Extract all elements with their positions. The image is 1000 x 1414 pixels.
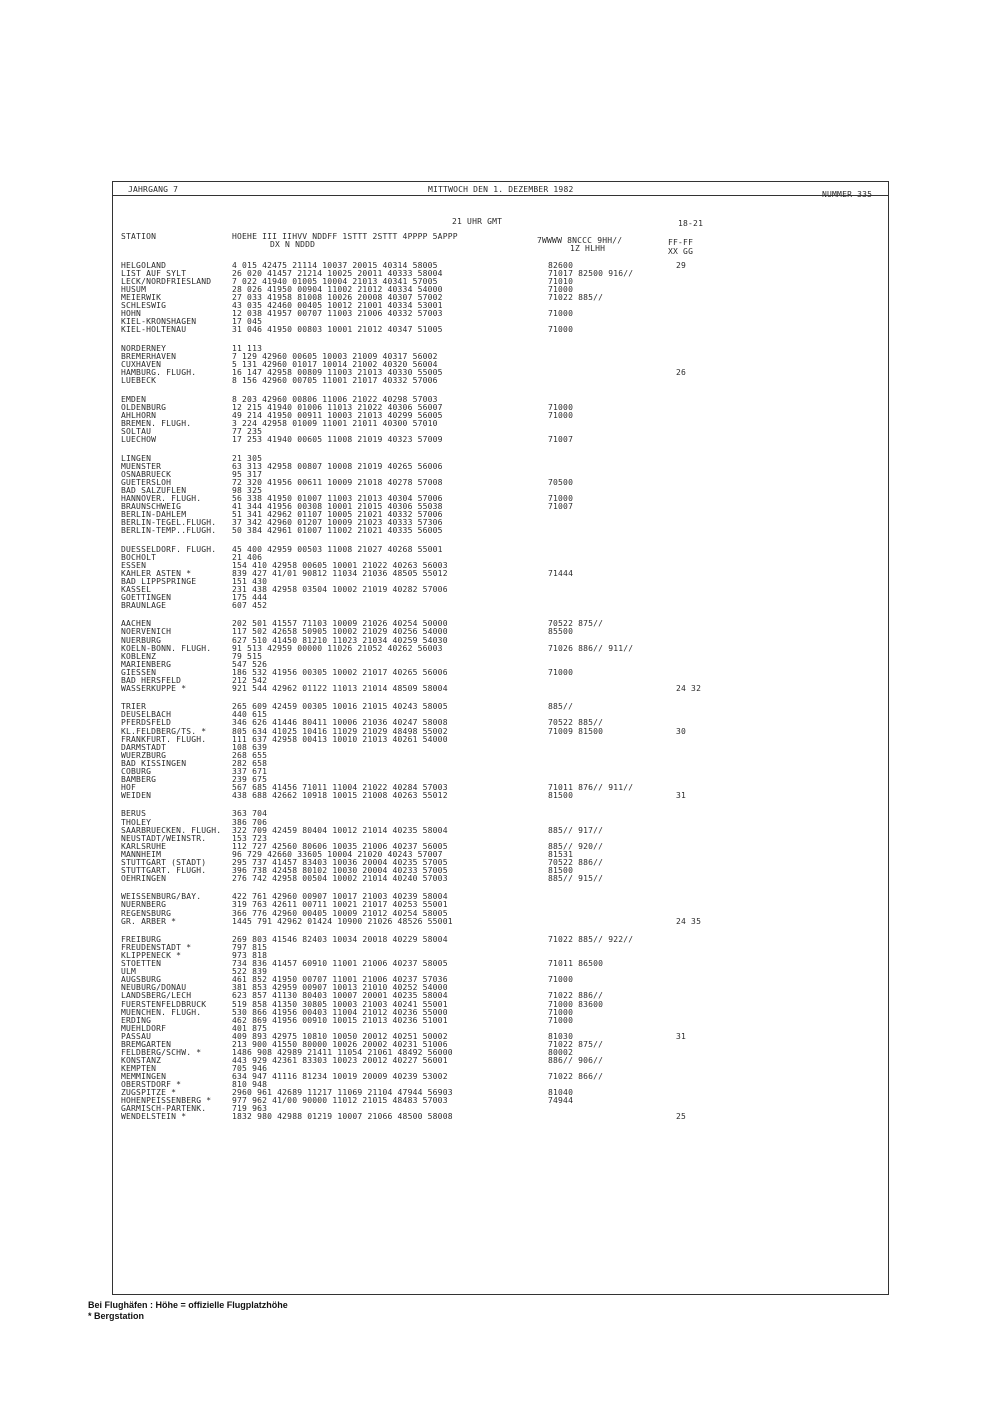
station-name: HOF	[121, 782, 137, 792]
station-name: OSNABRUECK	[121, 469, 172, 479]
station-data: 461 852 41950 00707 11001 21006 40237 57036	[232, 975, 448, 985]
station-data: 96 729 42660 33605 10004 21020 40243 57007	[232, 849, 443, 859]
station-data: 11 113	[232, 344, 263, 353]
station-data: 12 215 41940 01006 11013 21022 40306 56007	[232, 402, 443, 412]
station-data: 705 946	[232, 1063, 268, 1073]
station-data: 401 875	[232, 1023, 268, 1033]
station-name: BRAUNSCHWEIG	[121, 501, 182, 511]
station-groups: 71022 885//	[548, 293, 604, 303]
station-name: WASSERKUPPE *	[121, 683, 187, 693]
station-name: REGENSBURG	[121, 908, 172, 918]
station-name: FREUDENSTADT *	[121, 943, 192, 953]
column-header-groups-sub: 1Z HLHH	[570, 244, 606, 253]
station-name: CUXHAVEN	[121, 360, 162, 370]
station-data: 2960 961 42689 11217 11069 21104 47944 56903	[232, 1088, 453, 1097]
station-name: KLIPPENECK *	[121, 951, 182, 961]
station-groups: 71000	[548, 493, 574, 503]
station-data: 921 544 42962 01122 11013 21014 48509 58004	[232, 683, 448, 693]
station-data: 627 510 41450 81210 11023 21034 40259 54030	[232, 635, 448, 645]
station-groups: 71444	[548, 568, 574, 578]
station-groups: 71000 83600	[548, 999, 604, 1009]
station-groups: 71000	[548, 309, 574, 319]
station-groups: 71017 82500 916//	[548, 269, 634, 279]
station-data: 366 776 42960 00405 10009 21012 40254 58005	[232, 908, 448, 918]
station-name: DARMSTADT	[121, 742, 167, 752]
station-groups: 85500	[548, 627, 574, 637]
station-name: BERUS	[121, 809, 147, 819]
station-data: 319 763 42611 00711 10021 21017 40253 55001	[232, 900, 448, 910]
station-data: 51 341 42962 01107 10005 21021 40332 57006	[232, 509, 443, 519]
station-groups: 81531	[548, 849, 574, 859]
station-name: KOBLENZ	[121, 651, 157, 661]
station-name: KIEL-HOLTENAU	[121, 325, 187, 335]
station-groups: 71022 885// 922//	[548, 935, 634, 945]
station-name: SCHLESWIG	[121, 301, 167, 311]
station-name: GOETTINGEN	[121, 592, 172, 602]
station-groups: 885// 920//	[548, 841, 604, 851]
station-data: 276 742 42958 00504 10002 21014 40240 57003	[232, 873, 448, 883]
station-data: 151 430	[232, 576, 268, 586]
station-data: 977 962 41/00 90000 11012 21015 48483 57003	[232, 1096, 448, 1106]
station-name: NEUBURG/DONAU	[121, 983, 187, 993]
time-range: 18-21	[678, 219, 704, 228]
station-data: 77 235	[232, 426, 263, 436]
station-data: 265 609 42459 00305 10016 21015 40243 58005	[232, 702, 448, 712]
station-name: DEUSELBACH	[121, 710, 172, 720]
station-groups: 71007	[548, 435, 574, 444]
station-groups: 71010	[548, 277, 574, 287]
station-name: BERLIN-TEMP..FLUGH.	[121, 526, 217, 535]
station-name: ERDING	[121, 1015, 152, 1025]
station-groups: 71011 876// 911//	[548, 782, 634, 792]
station-name: LINGEN	[121, 453, 152, 463]
station-name: PFERDSFELD	[121, 718, 172, 728]
station-extra: 26	[676, 368, 687, 378]
station-data: 43 035 42460 00405 10012 21001 40334 53001	[232, 301, 443, 311]
date-label: MITTWOCH DEN 1. DEZEMBER 1982	[428, 185, 574, 194]
station-groups: 70522 885//	[548, 718, 604, 728]
station-data: 153 723	[232, 833, 268, 843]
station-groups: 71022 875//	[548, 1039, 604, 1049]
station-name: FELDBERG/SCHW. *	[121, 1047, 202, 1057]
station-data: 810 948	[232, 1080, 268, 1089]
time-label: 21 UHR GMT	[452, 217, 503, 226]
station-data: 8 203 42960 00806 11006 21022 40298 57003	[232, 394, 438, 404]
station-groups: 71000	[548, 285, 574, 295]
station-data: 37 342 42960 01207 10009 21023 40333 57306	[232, 517, 443, 527]
station-data: 386 706	[232, 817, 268, 827]
station-data: 202 501 41557 71103 10009 21026 40254 50000	[232, 619, 448, 629]
station-groups: 71000	[548, 975, 574, 985]
column-header-data: HOEHE III IIHVV NDDFF 1STTT 2STTT 4PPPP 5APPP	[232, 232, 458, 241]
station-name: LIST AUF SYLT	[121, 269, 187, 279]
station-name: BRAUNLAGE	[121, 600, 167, 610]
station-name: WUERZBURG	[121, 750, 167, 760]
station-groups: 70522 886//	[548, 857, 604, 867]
station-name: MEMMINGEN	[121, 1071, 167, 1081]
station-name: COBURG	[121, 766, 152, 776]
station-data: 797 815	[232, 943, 268, 953]
station-name: KL.FELDBERG/TS. *	[121, 726, 207, 736]
station-groups: 71022 886//	[548, 991, 604, 1001]
station-name: AACHEN	[121, 619, 152, 629]
station-groups: 74944	[548, 1096, 574, 1106]
station-name: BAD LIPPSPRINGE	[121, 576, 197, 586]
station-extra: 24 32	[676, 683, 702, 693]
station-data: 17 045	[232, 317, 263, 327]
station-groups: 71000	[548, 1015, 574, 1025]
station-name: KONSTANZ	[121, 1055, 162, 1065]
station-data: 45 400 42959 00503 11008 21027 40268 55001	[232, 544, 443, 554]
station-data: 49 214 41950 00911 10003 21013 40299 56005	[232, 410, 443, 420]
station-name: HOHENPEISSENBERG *	[121, 1096, 212, 1106]
station-groups: 71000	[548, 410, 574, 420]
station-groups: 81030	[548, 1031, 574, 1041]
station-data: 634 947 41116 81234 10019 20009 40239 53002	[232, 1071, 448, 1081]
station-name: OLDENBURG	[121, 402, 167, 412]
station-data: 212 542	[232, 675, 268, 685]
station-name: WENDELSTEIN *	[121, 1112, 187, 1122]
station-name: MANNHEIM	[121, 849, 162, 859]
station-name: MUENSTER	[121, 461, 162, 471]
station-data: 239 675	[232, 774, 268, 784]
station-name: ULM	[121, 967, 137, 977]
station-name: THOLEY	[121, 817, 152, 827]
station-data: 213 900 41550 80000 10026 20002 40231 51006	[232, 1039, 448, 1049]
column-header-station: STATION	[121, 232, 157, 241]
station-groups: 81500	[548, 790, 574, 800]
station-name: MUEHLDORF	[121, 1023, 167, 1033]
station-data: 409 893 42975 10810 10050 20012 40251 50002	[232, 1031, 448, 1041]
station-name: OEHRINGEN	[121, 873, 167, 883]
station-data: 4 015 42475 21114 10037 20015 40314 58005	[232, 261, 438, 270]
station-name: HOHN	[121, 309, 142, 319]
station-name: LUECHOW	[121, 435, 157, 444]
station-name: BAMBERG	[121, 774, 157, 784]
station-data: 26 020 41457 21214 10025 20011 40333 58004	[232, 269, 443, 279]
station-data: 623 857 41130 80403 10007 20001 40235 58004	[232, 991, 448, 1001]
station-data: 443 929 42361 83303 10023 20012 40227 56001	[232, 1055, 448, 1065]
station-name: WEISSENBURG/BAY.	[121, 892, 202, 902]
station-data: 21 406	[232, 552, 263, 562]
station-data: 91 513 42959 00000 11026 21052 40262 56003	[232, 643, 443, 653]
station-name: AUGSBURG	[121, 975, 162, 985]
station-groups: 81500	[548, 865, 574, 875]
station-data: 295 737 41457 83403 10036 20004 40235 57005	[232, 857, 448, 867]
station-groups: 71022 866//	[548, 1071, 604, 1081]
station-data: 1445 791 42962 01424 10900 21026 48526 55001	[232, 916, 453, 926]
station-groups: 885// 917//	[548, 825, 604, 835]
station-data: 438 688 42662 10918 10015 21008 40263 55012	[232, 790, 448, 800]
station-groups: 71011 86500	[548, 959, 604, 969]
station-name: LUEBECK	[121, 376, 157, 386]
station-name: DUESSELDORF. FLUGH.	[121, 544, 217, 554]
station-data: 269 803 41546 82403 10034 20018 40229 58004	[232, 935, 448, 945]
station-data: 41 344 41956 00308 10001 21015 40306 55038	[232, 501, 443, 511]
station-groups: 82600	[548, 261, 574, 270]
station-groups: 71000	[548, 402, 574, 412]
station-name: GARMISCH-PARTENK.	[121, 1104, 207, 1114]
station-data: 175 444	[232, 592, 268, 602]
station-name: MARIENBERG	[121, 659, 172, 669]
station-data: 337 671	[232, 766, 268, 776]
station-name: BREMGARTEN	[121, 1039, 172, 1049]
station-data: 72 320 41956 00611 10009 21018 40278 57008	[232, 477, 443, 487]
station-name: BREMERHAVEN	[121, 352, 177, 361]
station-data: 567 685 41456 71011 11004 21022 40284 57003	[232, 782, 448, 792]
station-data: 186 532 41956 00305 10002 21017 40265 56006	[232, 667, 448, 677]
year-label: JAHRGANG 7	[128, 185, 179, 194]
station-data: 7 022 41940 01005 10004 21013 40341 57005	[232, 277, 438, 287]
station-data: 98 325	[232, 485, 263, 495]
station-extra: 31	[676, 1031, 687, 1041]
header-divider	[112, 195, 889, 196]
station-data: 462 869 41956 00910 10015 21013 40236 51001	[232, 1015, 448, 1025]
station-data: 973 818	[232, 951, 268, 961]
station-data: 21 305	[232, 453, 263, 463]
station-data: 805 634 41025 10416 11029 21029 48498 55002	[232, 726, 448, 736]
station-name: FREIBURG	[121, 935, 162, 945]
station-name: NORDERNEY	[121, 344, 167, 353]
station-name: KIEL-KRONSHAGEN	[121, 317, 197, 327]
station-data: 422 761 42960 00907 10017 21003 40239 58004	[232, 892, 448, 902]
station-name: EMDEN	[121, 394, 147, 404]
station-name: STUTTGART (STADT)	[121, 857, 207, 867]
station-name: OBERSTDORF *	[121, 1080, 182, 1089]
station-data: 108 639	[232, 742, 268, 752]
station-name: BAD KISSINGEN	[121, 758, 187, 768]
station-groups: 70522 875//	[548, 619, 604, 629]
station-name: HELGOLAND	[121, 261, 167, 270]
station-data: 12 038 41957 00707 11003 21006 40332 57003	[232, 309, 443, 319]
station-data: 1486 908 42989 21411 11054 21061 48492 56000	[232, 1047, 453, 1057]
station-groups: 885// 915//	[548, 873, 604, 883]
station-name: LECK/NORDFRIESLAND	[121, 277, 212, 287]
station-groups: 80002	[548, 1047, 574, 1057]
column-header-data-sub: DX N NDDD	[270, 240, 316, 249]
station-groups: 71000	[548, 667, 574, 677]
station-name: BAD SALZUFLEN	[121, 485, 187, 495]
station-name: HAMBURG. FLUGH.	[121, 368, 197, 378]
station-name: NEUSTADT/WEINSTR.	[121, 833, 207, 843]
station-groups: 81040	[548, 1088, 574, 1097]
station-data: 1832 980 42988 01219 10007 21066 48500 58008	[232, 1112, 453, 1122]
station-data: 346 626 41446 80411 10006 21036 40247 58008	[232, 718, 448, 728]
station-name: NUERNBERG	[121, 900, 167, 910]
station-groups: 71009 81500	[548, 726, 604, 736]
station-name: TRIER	[121, 702, 147, 712]
station-data: 79 515	[232, 651, 263, 661]
station-name: GIESSEN	[121, 667, 157, 677]
station-extra: 25	[676, 1112, 687, 1122]
column-header-xx: XX GG	[668, 247, 694, 256]
station-data: 28 026 41950 00904 11002 21012 40334 54000	[232, 285, 443, 295]
station-data: 268 655	[232, 750, 268, 760]
issue-number: NUMMER 335	[822, 190, 873, 199]
station-name: KEMPTEN	[121, 1063, 157, 1073]
column-header-ff: FF-FF	[668, 238, 694, 247]
station-groups: 885//	[548, 702, 574, 712]
station-data: 5 131 42960 01017 10014 21002 40320 56004	[232, 360, 438, 370]
station-data: 381 853 42959 00907 10013 21010 40252 54000	[232, 983, 448, 993]
station-name: BERLIN-TEGEL.FLUGH.	[121, 517, 217, 527]
station-name: PASSAU	[121, 1031, 152, 1041]
station-data: 3 224 42958 01009 11001 21011 40300 57010	[232, 418, 438, 428]
station-data: 111 637 42958 00413 10010 21013 40261 54000	[232, 734, 448, 744]
station-name: STUTTGART. FLUGH.	[121, 865, 207, 875]
station-name: BAD HERSFELD	[121, 675, 182, 685]
column-header-groups: 7WWWW 8NCCC 9HH//	[537, 236, 623, 245]
station-data: 16 147 42958 00809 11003 21013 40330 55005	[232, 368, 443, 378]
station-name: GUETERSLOH	[121, 477, 172, 487]
station-data: 154 410 42958 00605 10001 21022 40263 56003	[232, 560, 448, 570]
station-extra: 31	[676, 790, 687, 800]
station-name: STOETTEN	[121, 959, 162, 969]
station-name: MEIERWIK	[121, 293, 162, 303]
station-data: 117 502 42658 50905 10002 21029 40256 54000	[232, 627, 448, 637]
station-data: 282 658	[232, 758, 268, 768]
station-name: FUERSTENFELDBRUCK	[121, 999, 207, 1009]
station-data: 607 452	[232, 600, 268, 610]
station-data: 27 033 41958 81008 10026 20008 40307 57002	[232, 293, 443, 303]
station-name: SOLTAU	[121, 426, 152, 436]
station-groups: 71000	[548, 325, 574, 335]
station-data: 440 615	[232, 710, 268, 720]
station-data: 8 156 42960 00705 11001 21017 40332 57006	[232, 376, 438, 386]
station-groups: 70500	[548, 477, 574, 487]
station-data: 719 963	[232, 1104, 268, 1114]
station-extra: 29	[676, 261, 687, 270]
table-frame	[112, 181, 889, 1295]
station-groups: 886// 906//	[548, 1055, 604, 1065]
station-name: LANDSBERG/LECH	[121, 991, 192, 1001]
station-data: 231 438 42958 03504 10002 21019 40282 57006	[232, 584, 448, 594]
station-name: HUSUM	[121, 285, 147, 295]
station-name: ESSEN	[121, 560, 147, 570]
station-name: AHLHORN	[121, 410, 157, 420]
station-groups: 71007	[548, 501, 574, 511]
station-data: 519 858 41350 30805 10003 21003 40241 55001	[232, 999, 448, 1009]
station-name: WEIDEN	[121, 790, 152, 800]
station-name: KARLSRUHE	[121, 841, 167, 851]
footnote-airports: Bei Flughäfen : Höhe = offizielle Flugplatzhöhe	[88, 1300, 288, 1310]
station-name: FRANKFURT. FLUGH.	[121, 734, 207, 744]
station-name: BERLIN-DAHLEM	[121, 509, 187, 519]
station-name: ZUGSPITZE *	[121, 1088, 177, 1097]
station-name: KASSEL	[121, 584, 152, 594]
station-groups: 71000	[548, 1007, 574, 1017]
station-data: 734 836 41457 60910 11001 21006 40237 58005	[232, 959, 448, 969]
station-name: NUERBURG	[121, 635, 162, 645]
station-data: 63 313 42958 00807 10008 21019 40265 56006	[232, 461, 443, 471]
station-name: BREMEN. FLUGH.	[121, 418, 192, 428]
station-data: 547 526	[232, 659, 268, 669]
footnote-mountain: * Bergstation	[88, 1311, 145, 1321]
station-data: 95 317	[232, 469, 263, 479]
station-data: 112 727 42560 80606 10035 21006 40237 56005	[232, 841, 448, 851]
station-data: 56 338 41950 01007 11003 21013 40304 57006	[232, 493, 443, 503]
station-data: 363 704	[232, 809, 268, 819]
station-name: KAHLER ASTEN *	[121, 568, 192, 578]
station-extra: 24 35	[676, 916, 702, 926]
station-name: KOELN-BONN. FLUGH.	[121, 643, 212, 653]
station-name: SAARBRUECKEN. FLUGH.	[121, 825, 222, 835]
station-name: MUENCHEN. FLUGH.	[121, 1007, 202, 1017]
station-name: BOCHOLT	[121, 552, 157, 562]
station-name: HANNOVER. FLUGH.	[121, 493, 202, 503]
station-data: 530 866 41956 00403 11004 21012 40236 55000	[232, 1007, 448, 1017]
station-name: NOERVENICH	[121, 627, 172, 637]
station-data: 839 427 41/01 90812 11034 21036 48505 55012	[232, 568, 448, 578]
station-groups: 71026 886// 911//	[548, 643, 634, 653]
station-data: 17 253 41940 00605 11008 21019 40323 57009	[232, 435, 443, 444]
station-data: 322 709 42459 80404 10012 21014 40235 58004	[232, 825, 448, 835]
station-name: GR. ARBER *	[121, 916, 177, 926]
station-data: 50 384 42961 01007 11002 21021 40335 56005	[232, 526, 443, 535]
station-data: 31 046 41950 00803 10001 21012 40347 51005	[232, 325, 443, 335]
station-data: 522 839	[232, 967, 268, 977]
station-extra: 30	[676, 726, 687, 736]
station-data: 7 129 42960 00605 10003 21009 40317 56002	[232, 352, 438, 361]
station-data: 396 738 42458 80102 10030 20004 40233 57005	[232, 865, 448, 875]
